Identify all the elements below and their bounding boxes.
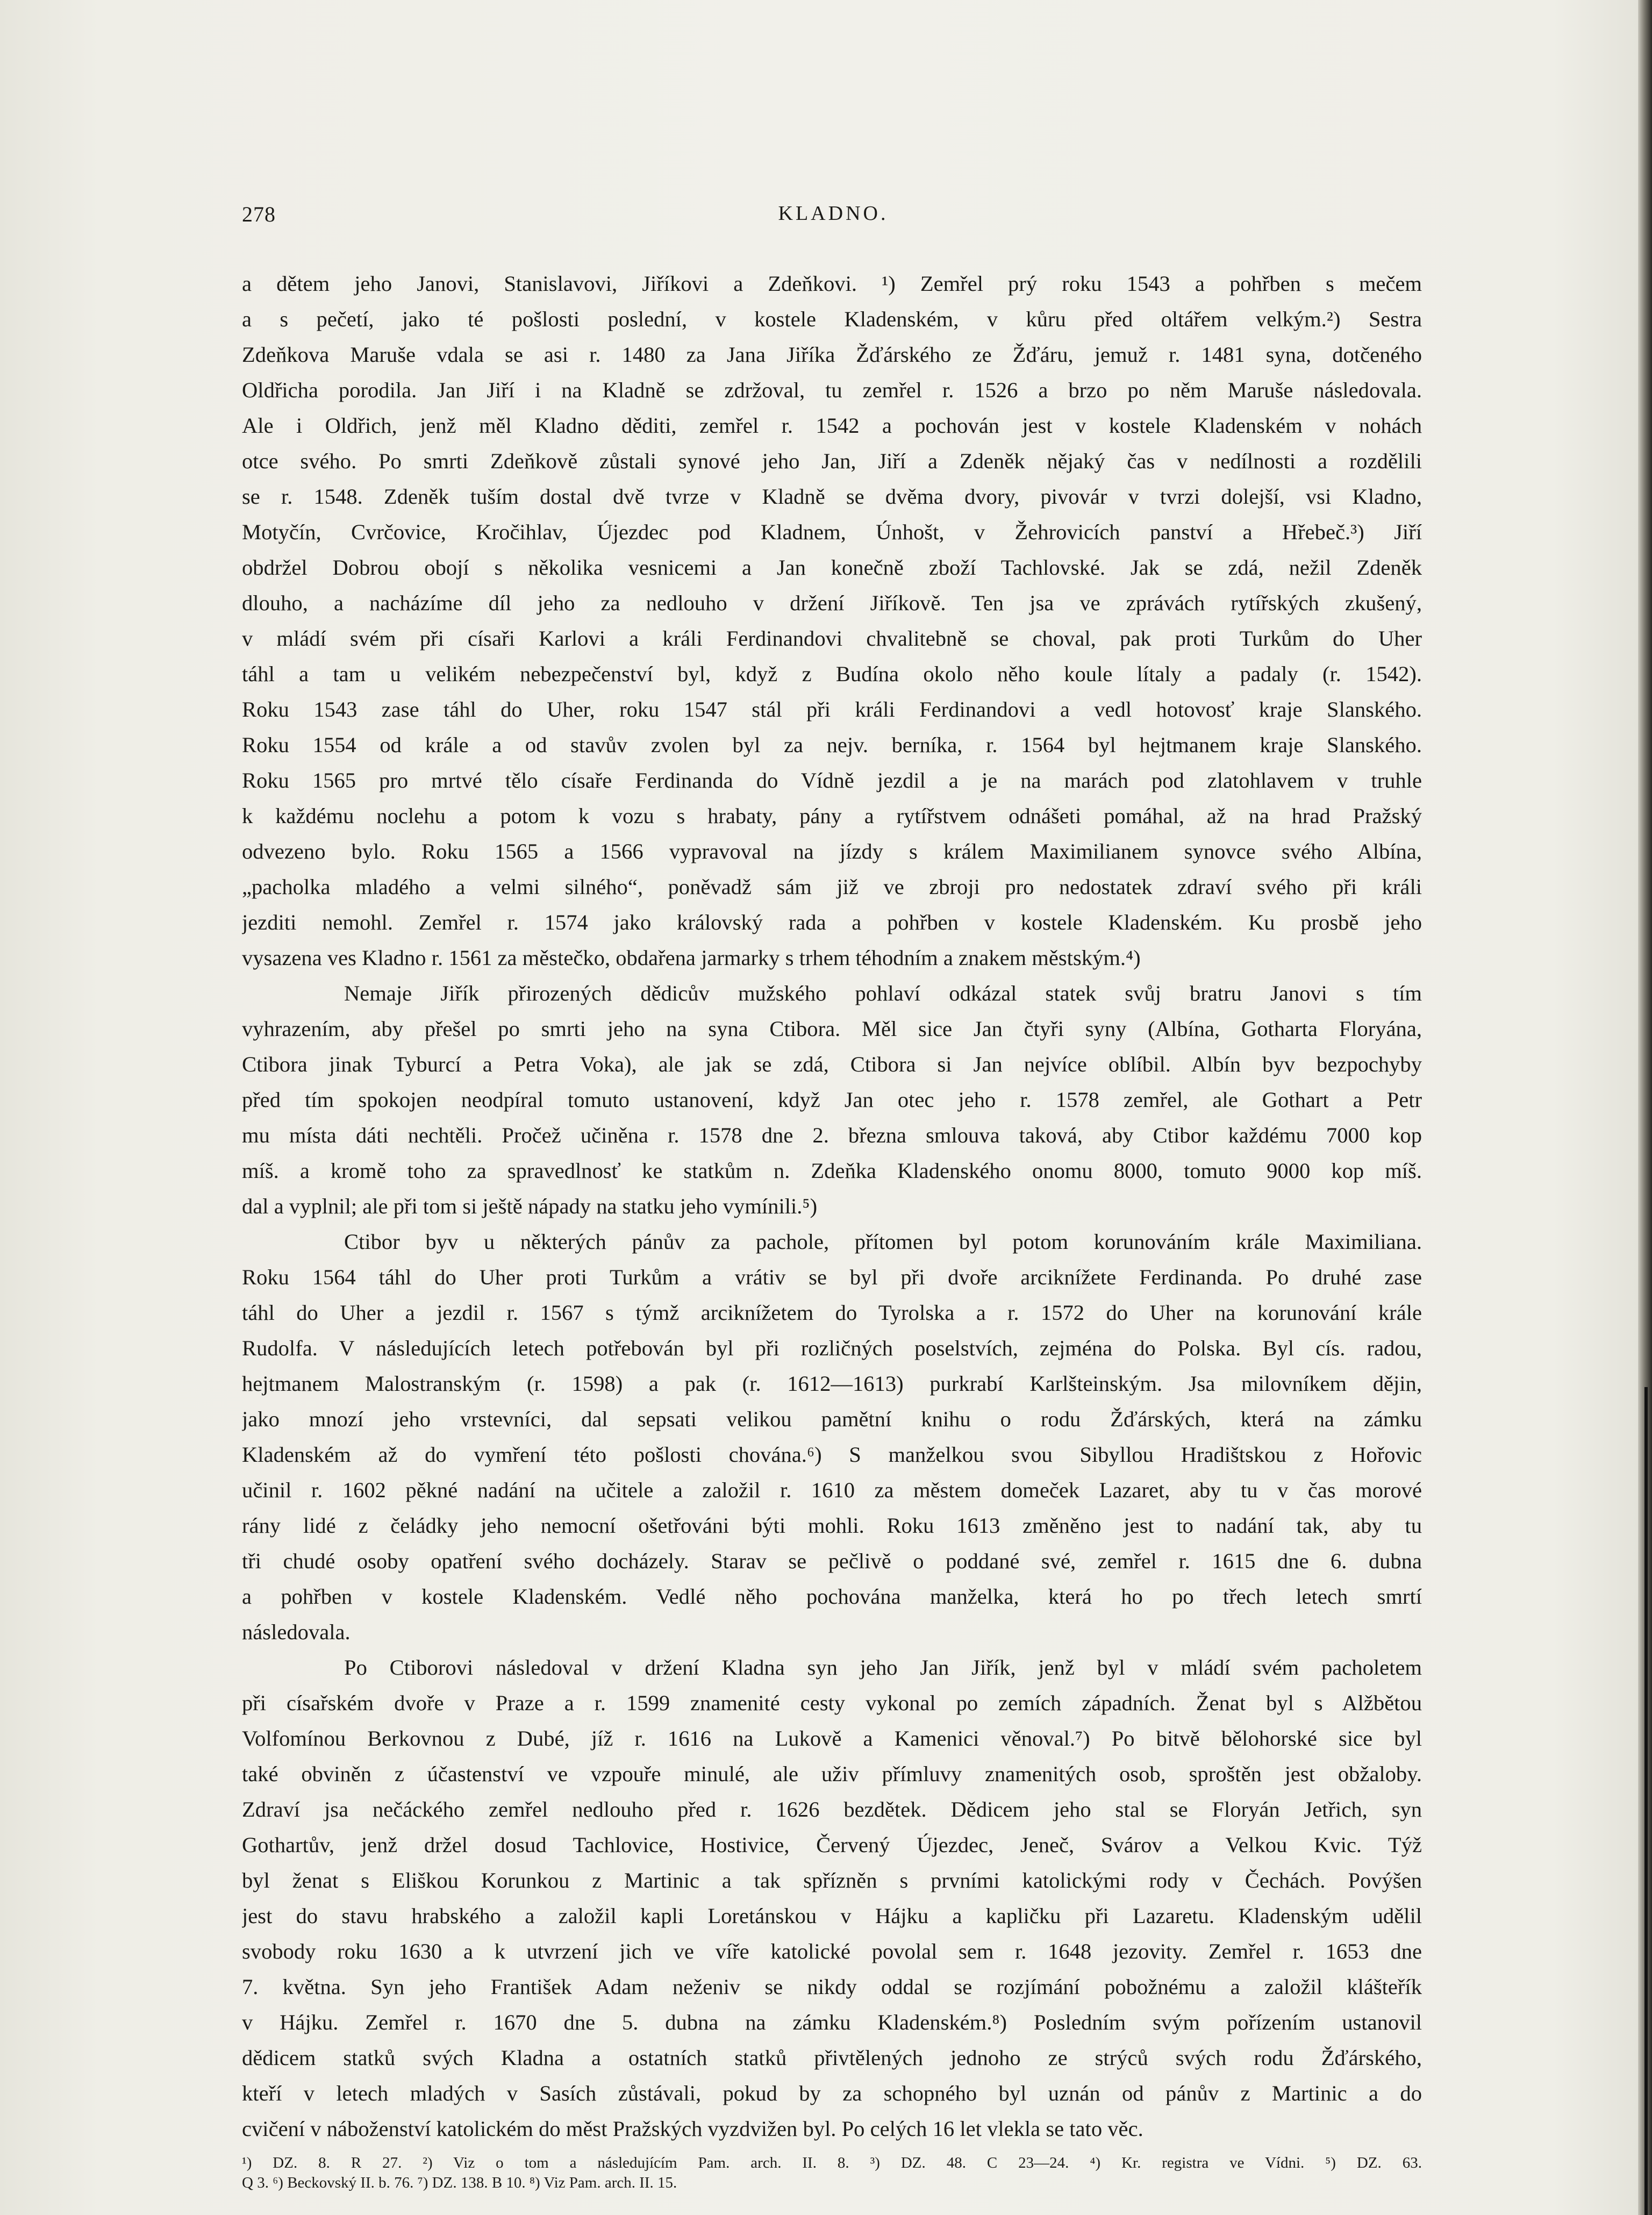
page-header: [242, 202, 1425, 239]
text-line: se r. 1548. Zdeněk tuším dostal dvě tvrze v Kladně se dvěma dvory, pivovár v tvrzi dolejší, vsi Kladno,: [242, 484, 1422, 509]
text-line: Roku 1554 od krále a od stavův zvolen byl za nejv. berníka, r. 1564 byl hejtmanem kraje Slanského.: [242, 733, 1422, 757]
text-line: vysazena ves Kladno r. 1561 za městečko, obdařena jarmarky s trhem téhodním a znakem městským.⁴): [242, 946, 1141, 970]
text-line: následovala.: [242, 1620, 351, 1644]
text-line: cvičení v náboženství katolickém do měst Pražských vyzdvižen byl. Po celých 16 let vlekla se tato věc.: [242, 2117, 1143, 2141]
text-line: táhl a tam u velikém nebezpečenství byl, když z Budína okolo něho koule lítaly a padaly (r. 1542).: [242, 662, 1422, 686]
text-line: mu místa dáti nechtěli. Pročež učiněna r. 1578 dne 2. března smlouva taková, aby Ctibor každému 7000 kop: [242, 1123, 1422, 1147]
text-line: při císařském dvoře v Praze a r. 1599 znamenité cesty vykonal po zemích západních. Ženat byl s Alžbětou: [242, 1691, 1422, 1715]
text-line: „pacholka mladého a velmi silného“, poněvadž sám již ve zbroji pro nedostatek zdraví svého při králi: [242, 875, 1422, 899]
text-line: byl ženat s Eliškou Korunkou z Martinic a tak spřízněn s prvními katolickými rody v Čechách. Povýšen: [242, 1868, 1422, 1892]
text-line: Nemaje Jiřík přirozených dědicův mužského pohlaví odkázal statek svůj bratru Janovi s tím: [344, 981, 1422, 1005]
text-line: k každému noclehu a potom k vozu s hrabaty, pány a rytířstvem odnášeti pomáhal, až na hrad Pražský: [242, 804, 1422, 828]
text-line: jezditi nemohl. Zemřel r. 1574 jako královský rada a pohřben v kostele Kladenském. Ku prosbě jeho: [242, 910, 1422, 934]
text-line: obdržel Dobrou obojí s několika vesnicemi a Jan konečně zboží Tachlovské. Jak se zdá, nežil Zdeněk: [242, 555, 1422, 580]
text-line: dlouho, a nacházíme díl jeho za nedlouho v držení Jiříkově. Ten jsa ve zprávách rytířských zkušený,: [242, 591, 1422, 615]
text-line: Roku 1565 pro mrtvé tělo císaře Ferdinanda do Vídně jezdil a je na marách pod zlatohlavem v truhle: [242, 768, 1422, 792]
text-line: v mládí svém při císaři Karlovi a králi Ferdinandovi chvalitebně se choval, pak proti Turkům do Uher: [242, 626, 1422, 651]
text-line: Volfomínou Berkovnou z Dubé, jíž r. 1616 na Lukově a Kamenici věnoval.⁷) Po bitvě bělohorské sice byl: [242, 1726, 1422, 1750]
book-spine-edge: [1638, 0, 1652, 2215]
text-line: Roku 1543 zase táhl do Uher, roku 1547 stál při králi Ferdinandovi a vedl hotovosť kraje Slanského.: [242, 697, 1422, 721]
text-line: před tím spokojen neodpíral tomuto ustanovení, když Jan otec jeho r. 1578 zemřel, ale Gothart a Petr: [242, 1088, 1422, 1112]
text-line: Ctibora jinak Tyburcí a Petra Voka), ale jak se zdá, Ctibora si Jan nejvíce oblíbil. Albín byv bezpochyby: [242, 1052, 1422, 1076]
text-line: dědicem statků svých Kladna a ostatních statků přivtělených jednoho ze strýců svých rodu Žďárského,: [242, 2046, 1422, 2070]
text-line: Zdeňkova Maruše vdala se asi r. 1480 za Jana Jiříka Žďárského ze Žďáru, jemuž r. 1481 syna, dotčeného: [242, 342, 1422, 367]
body-text: [242, 266, 1422, 2147]
text-line: učinil r. 1602 pěkné nadání na učitele a založil r. 1610 za městem domeček Lazaret, aby tu v čas morové: [242, 1478, 1422, 1502]
text-line: Gothartův, jenž držel dosud Tachlovice, Hostivice, Červený Újezdec, Jeneč, Svárov a Velkou Kvic. Týž: [242, 1833, 1422, 1857]
text-line: kteří v letech mladých v Sasích zůstávali, pokud by za schopného byl uznán od pánův z Martinic a do: [242, 2081, 1422, 2105]
text-line: vyhrazením, aby přešel po smrti jeho na syna Ctibora. Měl sice Jan čtyři syny (Albína, Gotharta Floryána,: [242, 1017, 1422, 1041]
text-line: Motyčín, Cvrčovice, Kročihlav, Újezdec pod Kladnem, Únhošt, v Žehrovicích panství a Hřebeč.³) Jiří: [242, 520, 1422, 544]
text-line: a dětem jeho Janovi, Stanislavovi, Jiříkovi a Zdeňkovi. ¹) Zemřel prý roku 1543 a pohřben s mečem: [242, 271, 1422, 296]
text-line: a s pečetí, jako té pošlosti poslední, v kostele Kladenském, v kůru před oltářem velkým.²) Sestra: [242, 307, 1422, 331]
text-line: tři chudé osoby opatření svého docházely. Starav se pečlivě o poddané své, zemřel r. 1615 dne 6. dubna: [242, 1549, 1422, 1573]
text-line: Kladenském až do vymření této pošlosti chována.⁶) S manželkou svou Sibyllou Hradištskou z Hořovic: [242, 1442, 1422, 1467]
footnote-line: Q 3. ⁶) Beckovský II. b. 76. ⁷) DZ. 138. B 10. ⁸) Viz Pam. arch. II. 15.: [242, 2174, 677, 2191]
text-line: Po Ctiborovi následoval v držení Kladna syn jeho Jan Jiřík, jenž byl v mládí svém pacholetem: [344, 1655, 1422, 1680]
text-line: Ale i Oldřich, jenž měl Kladno děditi, zemřel r. 1542 a pochován jest v kostele Kladenském v nohách: [242, 413, 1422, 438]
text-line: hejtmanem Malostranským (r. 1598) a pak (r. 1612—1613) purkrabí Karlšteinským. Jsa milovníkem dějin,: [242, 1371, 1422, 1396]
page-number: 278: [242, 202, 276, 226]
text-line: také obviněn z účastenství ve vzpouře minulé, ale uživ přímluvy znamenitých osob, sproštěn jest obžaloby.: [242, 1762, 1422, 1786]
text-line: v Hájku. Zemřel r. 1670 dne 5. dubna na zámku Kladenském.⁸) Posledním svým pořízením ustanovil: [242, 2010, 1422, 2034]
text-line: a pohřben v kostele Kladenském. Vedlé něho pochována manželka, která ho po třech letech smrtí: [242, 1584, 1422, 1609]
text-line: jako mnozí jeho vrstevníci, dal sepsati velikou pamětní knihu o rodu Žďárských, která na zámku: [242, 1407, 1422, 1431]
text-line: 7. května. Syn jeho František Adam neženiv se nikdy oddal se rozjímání pobožnému a založil klášteřík: [242, 1975, 1422, 1999]
footnotes: [242, 2153, 1422, 2193]
text-line: jest do stavu hrabského a založil kapli Loretánskou v Hájku a kapličku při Lazaretu. Kladenským udělil: [242, 1904, 1422, 1928]
text-line: táhl do Uher a jezdil r. 1567 s týmž arciknížetem do Tyrolska a r. 1572 do Uher na korunování krále: [242, 1301, 1422, 1325]
text-line: dal a vyplnil; ale při tom si ještě nápady na statku jeho vymínili.⁵): [242, 1194, 818, 1218]
text-line: Roku 1564 táhl do Uher proti Turkům a vrátiv se byl při dvoře arciknížete Ferdinanda. Po druhé zase: [242, 1265, 1422, 1289]
text-line: odvezeno bylo. Roku 1565 a 1566 vypravoval na jízdy s králem Maximilianem synovce svého Albína,: [242, 839, 1422, 863]
footnote-line: ¹) DZ. 8. R 27. ²) Viz o tom a následujícím Pam. arch. II. 8. ³) DZ. 48. C 23—24. ⁴) Kr. registra ve Vídni. ⁵) DZ. 63.: [242, 2154, 1422, 2171]
text-line: otce svého. Po smrti Zdeňkově zůstali synové jeho Jan, Jiří a Zdeněk nějaký čas v nedílnosti a rozdělili: [242, 449, 1422, 473]
text-line: svobody roku 1630 a k utvrzení jich ve víře katolické povolal sem r. 1648 jezovity. Zemřel r. 1653 dne: [242, 1939, 1422, 1963]
text-line: Zdraví jsa nečáckého zemřel nedlouho před r. 1626 bezdětek. Dědicem jeho stal se Floryán Jetřich, syn: [242, 1797, 1422, 1821]
text-line: Ctibor byv u některých pánův za pachole, přítomen byl potom korunováním krále Maximiliana.: [344, 1230, 1422, 1254]
text-line: Rudolfa. V následujících letech potřebován byl při rozličných poselstvích, zejména do Polska. Byl cís. radou,: [242, 1336, 1422, 1360]
text-line: rány lidé z čeládky jeho nemocní ošetřováni býti mohli. Roku 1613 změněno jest to nadání tak, aby tu: [242, 1513, 1422, 1538]
running-title: KLADNO.: [778, 202, 889, 225]
text-line: míš. a kromě toho za spravedlnosť ke statkům n. Zdeňka Kladenského onomu 8000, tomuto 9000 kop míš.: [242, 1159, 1422, 1183]
text-line: Oldřicha porodila. Jan Jiří i na Kladně se zdržoval, tu zemřel r. 1526 a brzo po něm Maruše následovala.: [242, 378, 1422, 402]
